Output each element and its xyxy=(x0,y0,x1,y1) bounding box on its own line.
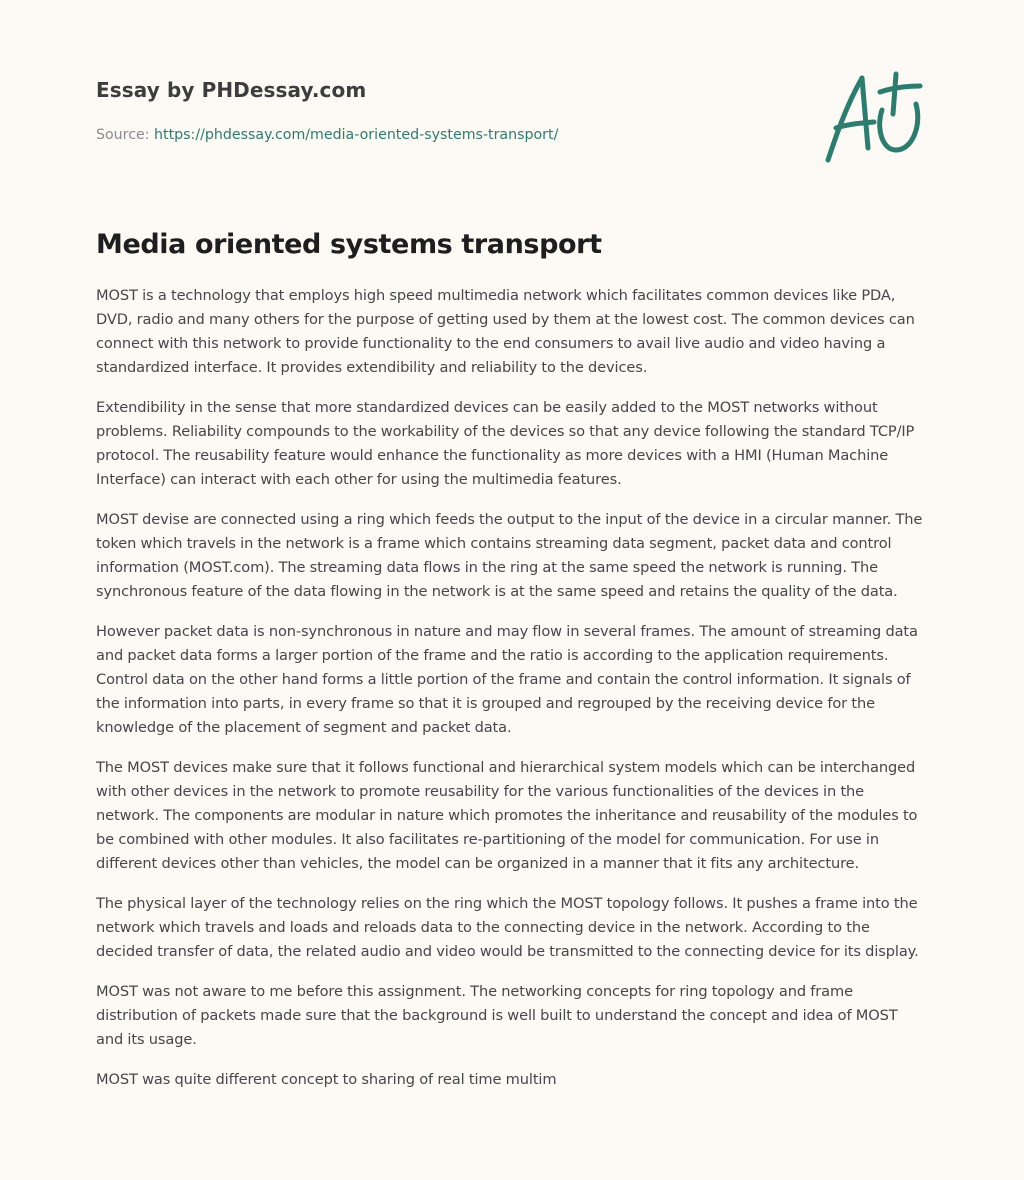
source-link[interactable]: https://phdessay.com/media-oriented-systems-transport/ xyxy=(154,127,559,143)
paragraph: However packet data is non-synchronous in nature and may flow in several frames. The amount of streaming data and packet data forms a larger portion of the frame and the ratio is according to the application requirements. Control data on the other hand forms a little portion of the frame and contain the control information. It signals of the information into parts, in every frame so that it is grouped and regrouped by the receiving device for the knowledge of the placement of segment and packet data. xyxy=(96,623,918,736)
article-title: Media oriented systems transport xyxy=(96,229,602,260)
paragraph: MOST was quite different concept to sharing of real time multim xyxy=(96,1071,557,1088)
paragraph: The physical layer of the technology relies on the ring which the MOST topology follows. It pushes a frame into the network which travels and loads and reloads data to the connecting device in the network. According to the decided transfer of data, the related audio and video would be transmitted to the connecting device for its display. xyxy=(96,895,919,960)
source-label: Source: xyxy=(96,127,155,143)
paragraph: MOST was not aware to me before this assignment. The networking concepts for ring topology and frame distribution of packets made sure that the background is well built to understand the concept and idea of MOST and its usage. xyxy=(96,983,898,1048)
a-plus-logo-icon xyxy=(822,66,926,166)
paragraph: Extendibility in the sense that more standardized devices can be easily added to the MOST networks without problems. Reliability compounds to the workability of the devices so that any device following the standard TCP/IP protocol. The reusability feature would enhance the functionality as more devices with a HMI (Human Machine Interface) can interact with each other for using the multimedia features. xyxy=(96,399,915,488)
paragraph: The MOST devices make sure that it follows functional and hierarchical system models which can be interchanged with other devices in the network to promote reusability for the various functionalities of the devices in the network. The components are modular in nature which promotes the inheritance and reusability of the modules to be combined with other modules. It also facilitates re-partitioning of the model for communication. For use in different devices other than vehicles, the model can be organized in a manner that it fits any architecture. xyxy=(96,759,918,872)
paragraph: MOST is a technology that employs high speed multimedia network which facilitates common devices like PDA, DVD, radio and many others for the purpose of getting used by them at the lowest cost. The common devices can connect with this network to provide functionality to the end consumers to avail live audio and video having a standardized interface. It provides extendibility and reliability to the devices. xyxy=(96,287,915,376)
page-header xyxy=(96,76,796,145)
paragraph: MOST devise are connected using a ring which feeds the output to the input of the device in a circular manner. The token which travels in the network is a frame which contains streaming data segment, packet data and control information (MOST.com). The streaming data flows in the ring at the same speed the network is running. The synchronous feature of the data flowing in the network is at the same speed and retains the quality of the data. xyxy=(96,511,923,600)
article-body xyxy=(96,284,926,1108)
source-line xyxy=(96,125,796,145)
site-brand: Essay by PHDessay.com xyxy=(96,78,367,102)
